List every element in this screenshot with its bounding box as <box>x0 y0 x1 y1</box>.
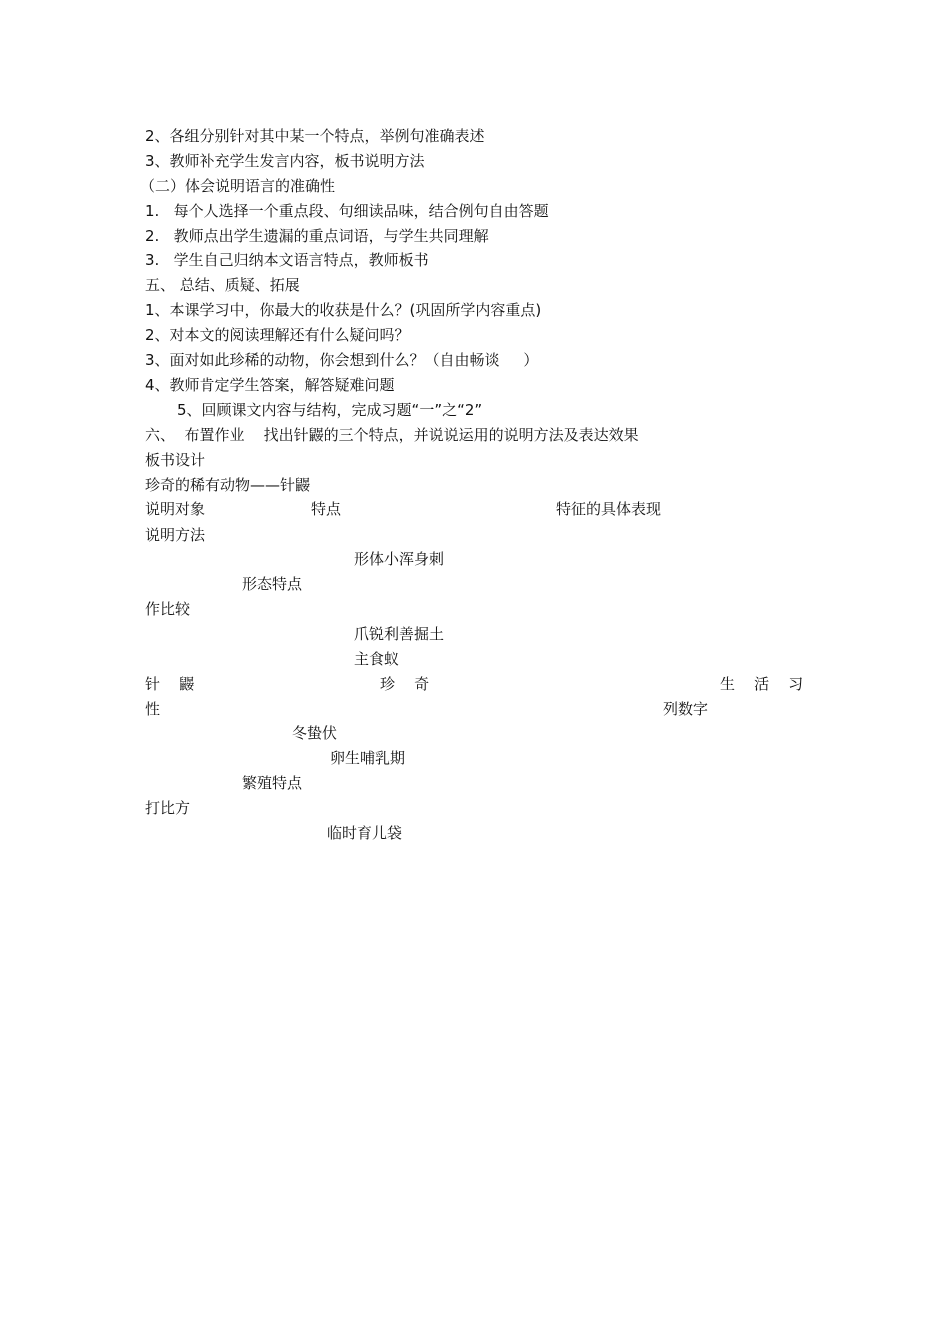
board-habits: 生 活 习 <box>720 675 804 693</box>
lesson-line-close-reading: 1. 每个人选择一个重点段、句细读品味，结合例句自由答题 <box>145 202 549 220</box>
board-title: 珍奇的稀有动物——针鼹 <box>145 476 311 494</box>
board-header-detail: 特征的具体表现 <box>556 500 662 518</box>
board-method-comparison: 作比较 <box>145 600 191 618</box>
board-feature-breeding: 繁殖特点 <box>242 774 303 792</box>
board-habits-wrap: 性 <box>145 700 161 718</box>
board-detail-hibernation: 冬蛰伏 <box>292 724 338 742</box>
lesson-line-key-words: 2. 教师点出学生遗漏的重点词语，与学生共同理解 <box>145 227 489 245</box>
board-detail-claws: 爪锐利善掘土 <box>354 625 445 643</box>
section-heading-homework: 六、 布置作业 找出针鼹的三个特点，并说说运用的说明方法及表达效果 <box>145 426 639 444</box>
lesson-line-questions: 2、对本文的阅读理解还有什么疑问吗？ <box>145 326 410 344</box>
board-method-analogy: 打比方 <box>145 799 191 817</box>
lesson-line-teacher-supplement: 3、教师补充学生发言内容，板书说明方法 <box>145 152 425 170</box>
lesson-line-biggest-gain: 1、本课学习中，你最大的收获是什么？(巩固所学内容重点) <box>145 301 542 319</box>
board-feature-shape: 形态特点 <box>242 575 303 593</box>
board-object-echidna: 针 鼹 <box>145 675 195 693</box>
board-design-heading: 板书设计 <box>145 451 206 469</box>
board-detail-diet: 主食蚁 <box>354 650 400 668</box>
board-detail-oviparous: 卵生哺乳期 <box>330 749 406 767</box>
lesson-line-teacher-affirm: 4、教师肯定学生答案，解答疑难问题 <box>145 376 395 394</box>
lesson-line-review-exercise: 5、回顾课文内容与结构，完成习题“一”之“2” <box>177 401 483 419</box>
section-heading-summary: 五、 总结、质疑、拓展 <box>145 276 300 294</box>
board-header-object: 说明对象 <box>145 500 206 518</box>
lesson-line-group-features: 2、各组分别针对其中某一个特点，举例句准确表述 <box>145 127 485 145</box>
section-heading-language-accuracy: （二）体会说明语言的准确性 <box>140 177 336 195</box>
board-detail-body-spines: 形体小浑身刺 <box>354 550 445 568</box>
board-header-feature: 特点 <box>311 500 342 518</box>
board-method-numbers: 列数字 <box>663 700 709 718</box>
board-detail-pouch: 临时育儿袋 <box>327 824 403 842</box>
lesson-line-free-talk: 3、面对如此珍稀的动物，你会想到什么？（自由畅谈 ） <box>145 351 539 369</box>
board-rare: 珍 奇 <box>380 675 430 693</box>
lesson-line-summarize-language: 3. 学生自己归纳本文语言特点，教师板书 <box>145 251 429 269</box>
board-header-method: 说明方法 <box>145 526 206 544</box>
